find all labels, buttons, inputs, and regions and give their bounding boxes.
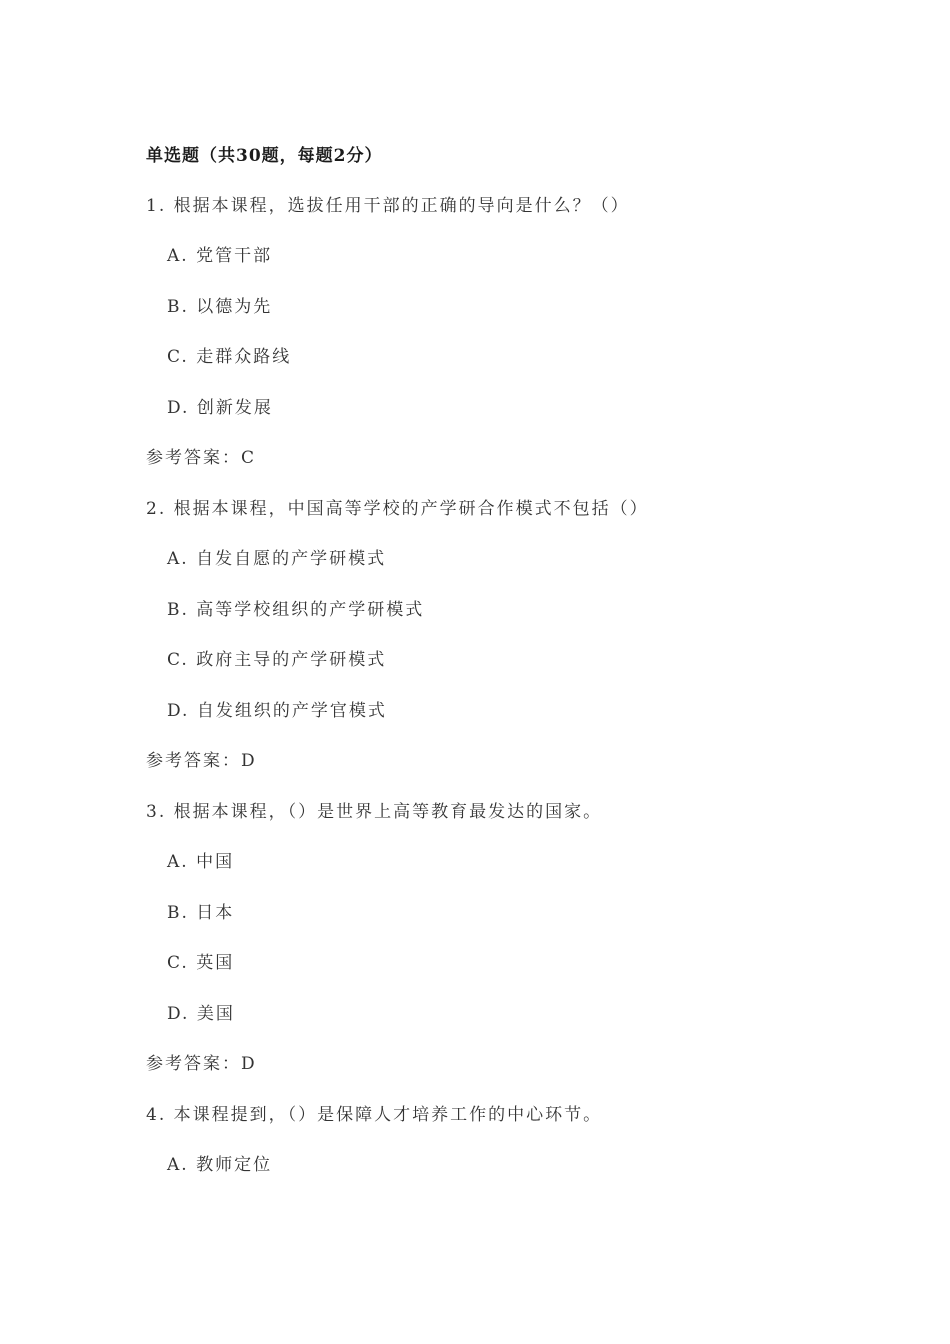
question-option: A. 自发自愿的产学研模式 <box>167 549 387 569</box>
question-option: A. 教师定位 <box>167 1155 273 1175</box>
answer-line: 参考答案：C <box>146 448 257 468</box>
question-stem: 4. 本课程提到，（）是保障人才培养工作的中心环节。 <box>146 1105 603 1125</box>
answer-line: 参考答案：D <box>146 751 257 771</box>
question-stem: 3. 根据本课程，（）是世界上高等教育最发达的国家。 <box>146 802 603 822</box>
question-stem: 2. 根据本课程，中国高等学校的产学研合作模式不包括（） <box>146 499 649 519</box>
question-option: B. 以德为先 <box>167 297 273 317</box>
question-option: C. 走群众路线 <box>167 347 292 367</box>
question-option: C. 英国 <box>167 953 235 973</box>
question-option: C. 政府主导的产学研模式 <box>167 650 387 670</box>
question-option: D. 创新发展 <box>167 398 273 418</box>
section-title: 单选题（共30题，每题2分） <box>146 146 383 166</box>
question-option: D. 美国 <box>167 1004 235 1024</box>
answer-line: 参考答案：D <box>146 1054 257 1074</box>
question-option: D. 自发组织的产学官模式 <box>167 701 387 721</box>
question-option: B. 日本 <box>167 903 235 923</box>
question-stem: 1. 根据本课程，选拔任用干部的正确的导向是什么？（） <box>146 196 630 216</box>
question-option: B. 高等学校组织的产学研模式 <box>167 600 425 620</box>
question-option: A. 中国 <box>167 852 235 872</box>
question-option: A. 党管干部 <box>167 246 273 266</box>
